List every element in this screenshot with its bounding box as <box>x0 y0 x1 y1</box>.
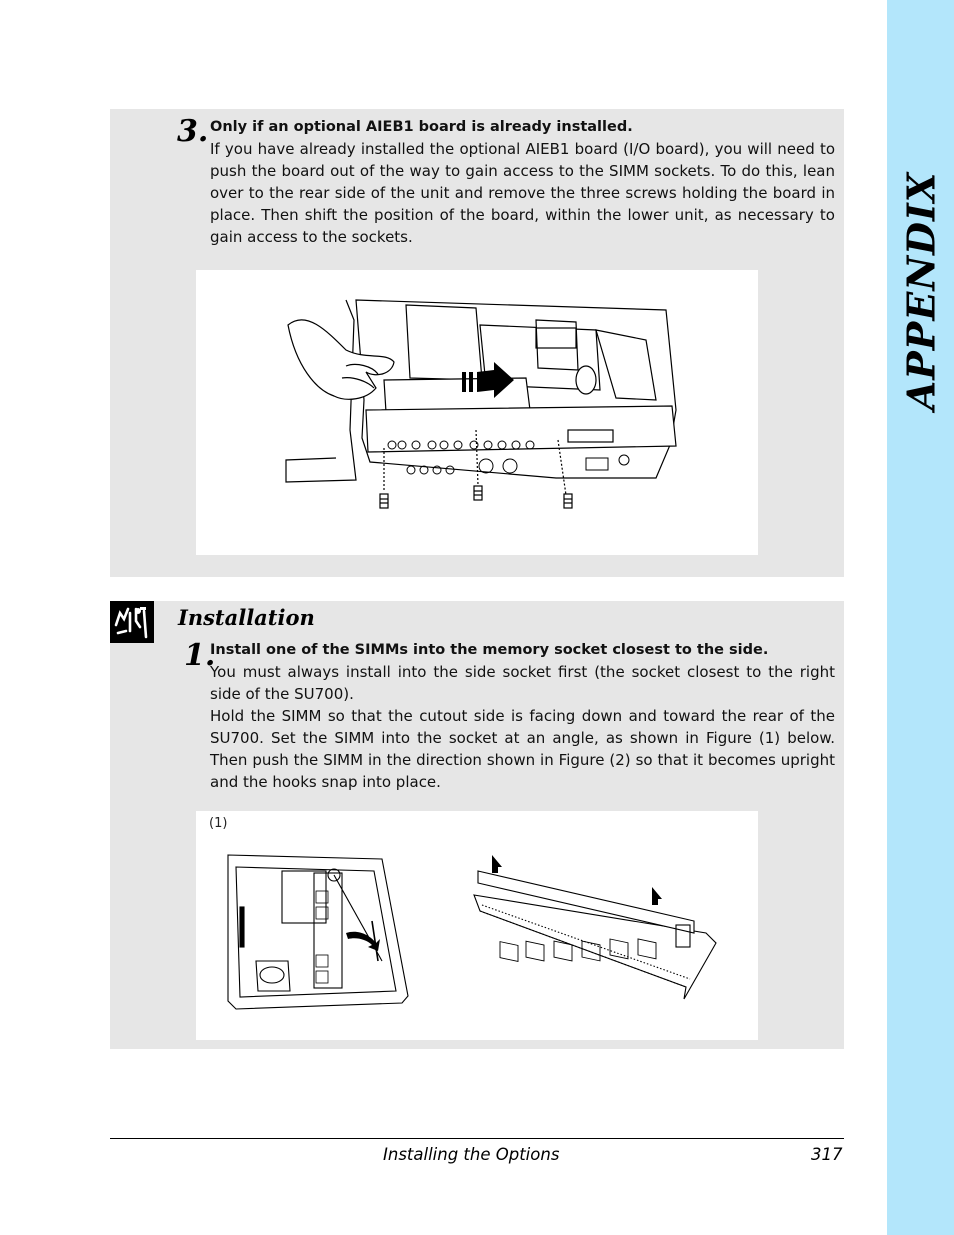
footer-section-title: Installing the Options <box>383 1145 560 1164</box>
installation-panel <box>110 601 844 1049</box>
appendix-tab-label: APPENDIX <box>898 171 943 411</box>
simm-install-illustration <box>196 811 758 1040</box>
step-3-lead: Only if an optional AIEB1 board is already installed. <box>210 119 633 135</box>
page-number: 317 <box>811 1145 843 1164</box>
step-1-para-1: You must always install into the side socket first (the socket closest to the right side of the SU700). <box>210 663 835 703</box>
step-1-number: 1. <box>184 638 216 673</box>
step-3-number: 3. <box>177 114 209 149</box>
figure-1-label: (1) <box>209 816 228 831</box>
appendix-tab-label-wrap <box>887 171 954 411</box>
hands-tools-icon-graphic <box>110 601 154 643</box>
step-1-para-2: Hold the SIMM so that the cutout side is facing down and toward the rear of the SU700. Set the SIMM into the socket at an angle, as shown in Figure (1) below. Then push the SIMM in the direction shown in Figure (2) so that it becomes upright and the hooks snap into place. <box>210 707 835 791</box>
step-1-lead: Install one of the SIMMs into the memory socket closest to the side. <box>210 642 769 658</box>
step-1-text <box>210 639 835 793</box>
aieb1-removal-illustration <box>196 270 758 555</box>
step-3-panel <box>110 109 844 577</box>
footer-rule <box>110 1138 844 1139</box>
step-3-body: If you have already installed the optional AIEB1 board (I/O board), you will need to push the board out of the way to gain access to the SIMM sockets. To do this, lean over to the rear side of the unit and remove the three screws holding the board in place. Then shift the position of the board, within the lower unit, as necessary to gain access to the sockets. <box>210 140 835 246</box>
aieb1-board-figure <box>196 270 758 555</box>
simm-install-figure <box>196 811 758 1040</box>
installation-heading: Installation <box>178 605 315 630</box>
hands-tools-icon <box>110 601 154 643</box>
step-3-text <box>210 116 835 248</box>
